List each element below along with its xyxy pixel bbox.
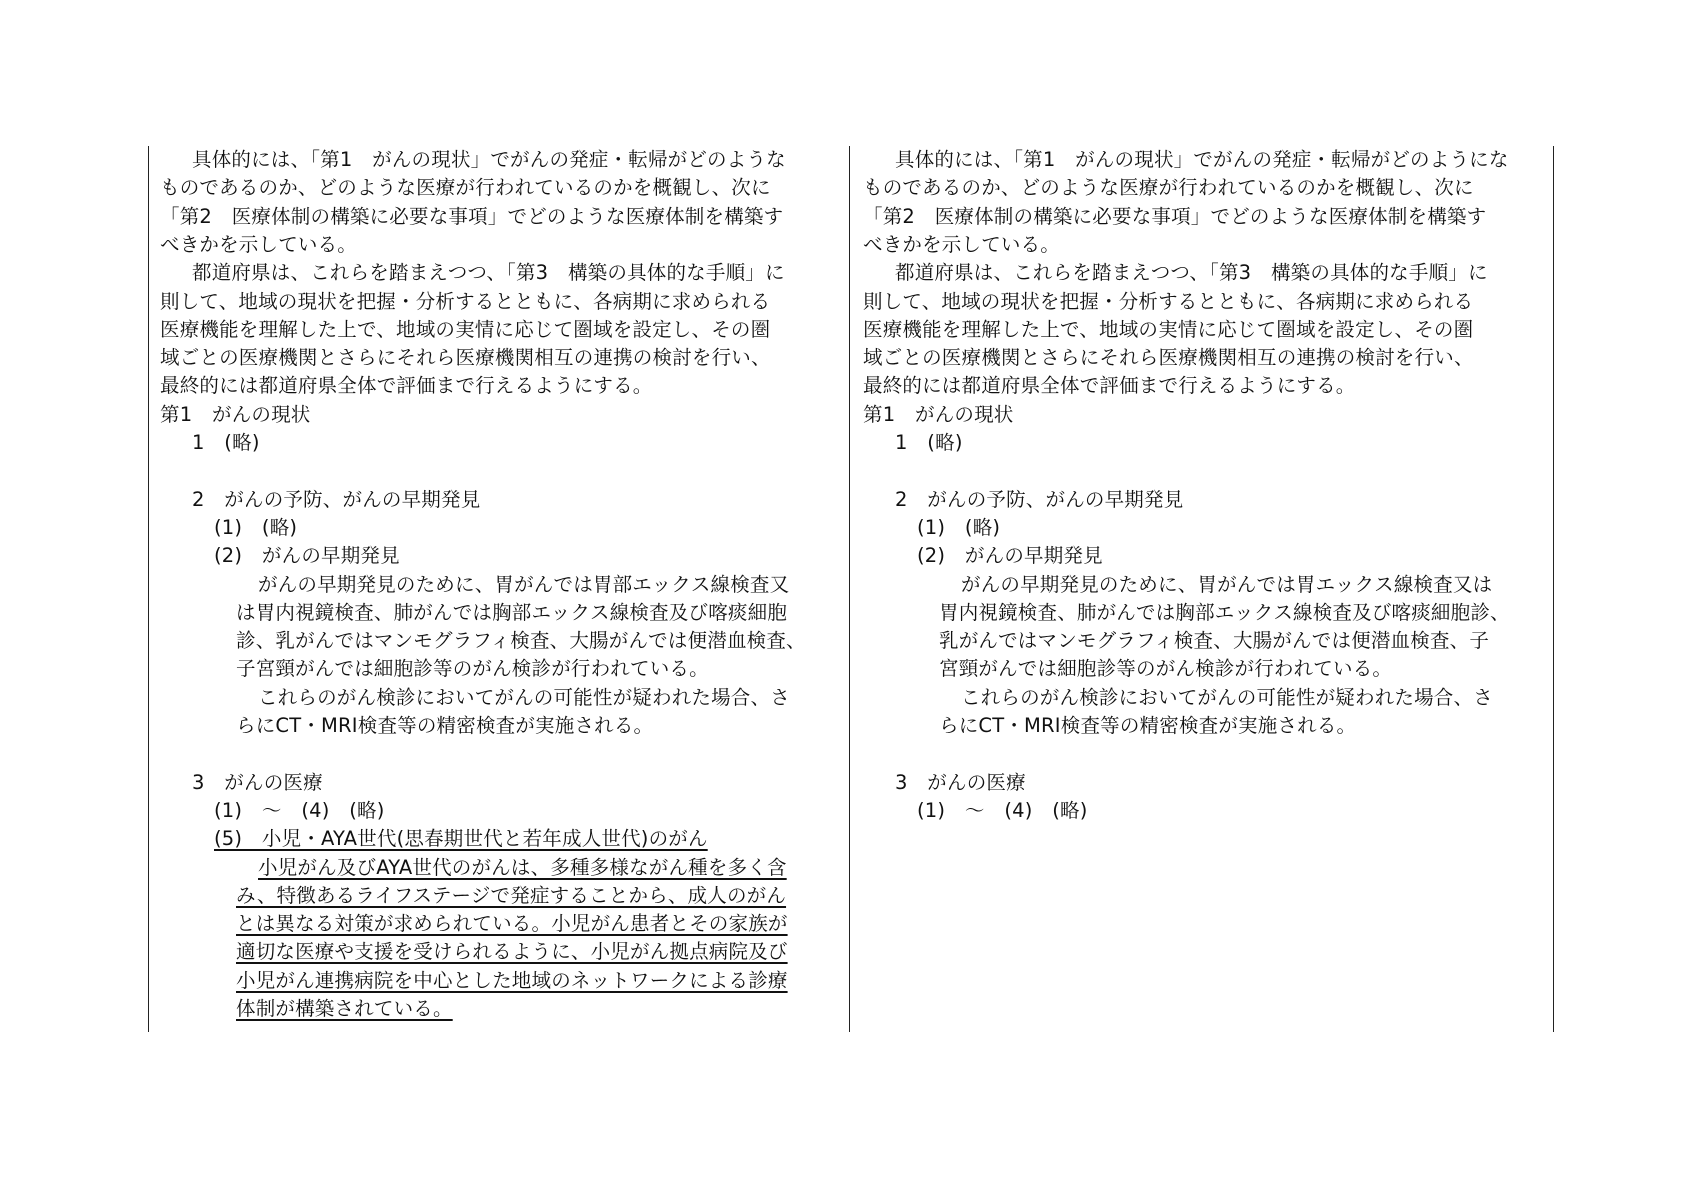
left-column-text-line: 第1 がんの現状	[160, 402, 311, 426]
right-column-text-line: 第1 がんの現状	[863, 402, 1014, 426]
left-column-text-line: 具体的には、「第1 がんの現状」でがんの発症・転帰がどのような	[192, 148, 786, 171]
left-column-text-line: み、特徴あるライフステージで発症することから、成人のがん	[236, 883, 787, 907]
right-border-line	[1553, 146, 1554, 1032]
left-column-text-line: (1) (略)	[214, 515, 298, 539]
left-column-text-line: (5) 小児・AYA世代(思春期世代と若年成人世代)のがん	[214, 827, 708, 851]
right-column-text-line: べきかを示している。	[863, 232, 1061, 256]
right-column-text-line: 2 がんの予防、がんの早期発見	[895, 487, 1184, 511]
left-column-text-line: 域ごとの医療機関とさらにそれら医療機関相互の連携の検討を行い、	[160, 346, 771, 370]
left-column-text-line: これらのがん検診においてがんの可能性が疑われた場合、さ	[258, 685, 790, 709]
left-column-text-line: 都道府県は、これらを踏まえつつ、「第3 構築の具体的な手順」に	[192, 261, 785, 285]
left-column-text-line: 小児がん及びAYA世代のがんは、多種多様ながん種を多く含	[258, 855, 787, 879]
left-border-line	[148, 146, 149, 1032]
left-column-text-line: らにCT・MRI検査等の精密検査が実施される。	[236, 714, 654, 737]
left-column-text-line: (1) ～ (4) (略)	[214, 798, 385, 822]
right-column-text-line: 宮頸がんでは細胞診等のがん検診が行われている。	[939, 657, 1393, 681]
right-column-text-line: 3 がんの医療	[895, 770, 1026, 794]
right-column-text-line: 最終的には都道府県全体で評価まで行えるようにする。	[863, 374, 1356, 398]
right-column-text-line: (2) がんの早期発見	[917, 544, 1103, 568]
left-column-text-line: べきかを示している。	[160, 232, 358, 256]
right-column-text-line: (1) ～ (4) (略)	[917, 798, 1088, 822]
left-column-text-line: 1 (略)	[192, 431, 260, 454]
left-column-text-line: ものであるのか、どのような医療が行われているのかを概観し、次に	[160, 176, 771, 200]
right-column-text-line: 則して、地域の現状を把握・分析するとともに、各病期に求められる	[863, 289, 1474, 313]
left-column-text-line: 小児がん連携病院を中心とした地域のネットワークによる診療	[236, 968, 788, 992]
left-column-text-line: 診、乳がんではマンモグラフィ検査、大腸がんでは便潜血検査、	[236, 629, 806, 653]
left-column-text-line: 則して、地域の現状を把握・分析するとともに、各病期に求められる	[160, 289, 771, 313]
left-column-text-line: がんの早期発見のために、胃がんでは胃部エックス線検査又	[258, 572, 790, 596]
left-column-text-line: 体制が構築されている。	[236, 997, 453, 1020]
left-column-text-line: (2) がんの早期発見	[214, 544, 400, 568]
right-column-text-line: これらのがん検診においてがんの可能性が疑われた場合、さ	[961, 685, 1493, 709]
column-divider-line	[849, 146, 850, 1032]
left-column-text-line: 医療機能を理解した上で、地域の実情に応じて圏域を設定し、その圏	[160, 317, 771, 341]
left-column-text-line: は胃内視鏡検査、肺がんでは胸部エックス線検査及び喀痰細胞	[236, 600, 788, 624]
left-column-text-line: 3 がんの医療	[192, 770, 323, 794]
right-column-text-line: 胃内視鏡検査、肺がんでは胸部エックス線検査及び喀痰細胞診、	[939, 600, 1510, 624]
right-column-text-line: 1 (略)	[895, 431, 963, 454]
right-column-text-line: がんの早期発見のために、胃がんでは胃エックス線検査又は	[961, 572, 1493, 596]
left-column-text-line: とは異なる対策が求められている。小児がん患者とその家族が	[236, 912, 788, 936]
right-column-text-line: 域ごとの医療機関とさらにそれら医療機関相互の連携の検討を行い、	[863, 346, 1474, 370]
right-column-text-line: らにCT・MRI検査等の精密検査が実施される。	[939, 714, 1357, 737]
right-column-text-line: ものであるのか、どのような医療が行われているのかを概観し、次に	[863, 176, 1474, 200]
left-column-text-line: 最終的には都道府県全体で評価まで行えるようにする。	[160, 374, 653, 398]
left-column-text-line: 「第2 医療体制の構築に必要な事項」でどのような医療体制を構築す	[160, 204, 784, 228]
right-column-text-line: (1) (略)	[917, 515, 1001, 539]
right-column-text-line: 都道府県は、これらを踏まえつつ、「第3 構築の具体的な手順」に	[895, 261, 1488, 285]
right-column-text-line: 医療機能を理解した上で、地域の実情に応じて圏域を設定し、その圏	[863, 317, 1474, 341]
right-column-text-line: 乳がんではマンモグラフィ検査、大腸がんでは便潜血検査、子	[939, 629, 1490, 653]
left-column-text-line: 適切な医療や支援を受けられるように、小児がん拠点病院及び	[236, 940, 788, 964]
left-column-text-line: 2 がんの予防、がんの早期発見	[192, 487, 481, 511]
right-column-text-line: 「第2 医療体制の構築に必要な事項」でどのような医療体制を構築す	[863, 204, 1487, 228]
left-column-text-line: 子宮頸がんでは細胞診等のがん検診が行われている。	[236, 657, 709, 681]
right-column-text-line: 具体的には、「第1 がんの現状」でがんの発症・転帰がどのようにな	[895, 148, 1509, 171]
